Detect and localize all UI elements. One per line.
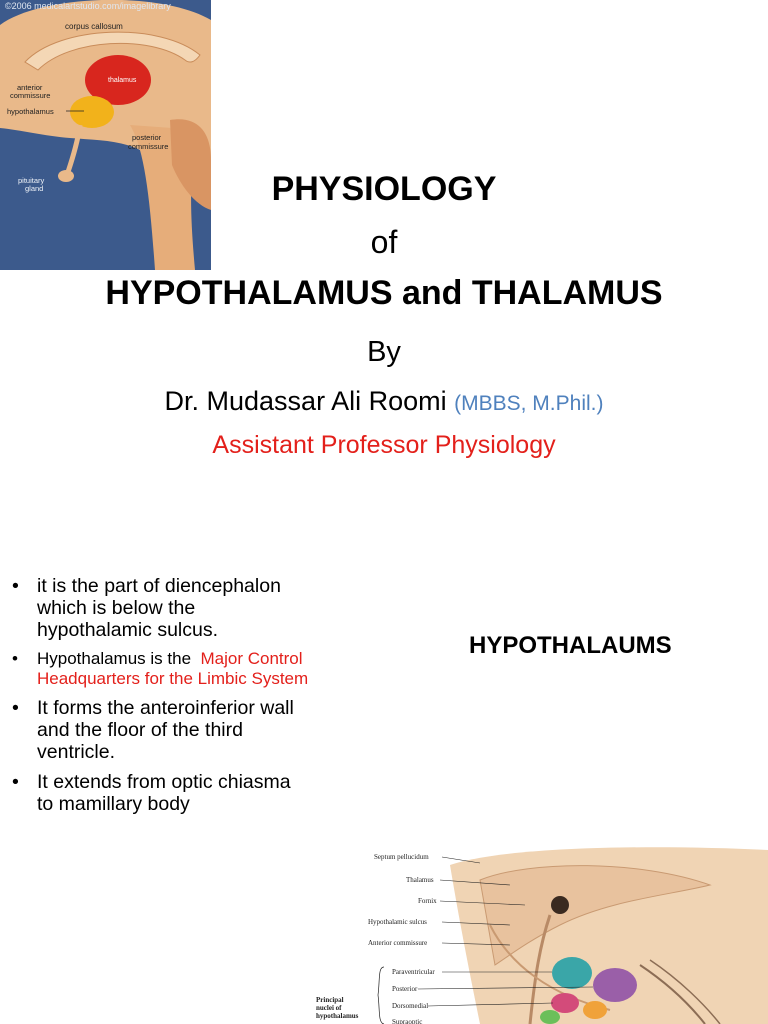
label-hypothalamus: hypothalamus	[7, 107, 54, 116]
label-sulcus: Hypothalamic sulcus	[368, 918, 427, 926]
title-of: of	[370, 224, 398, 260]
label-septum: Septum pellucidum	[374, 853, 429, 861]
content-slide	[0, 530, 768, 1024]
bullet-item: • it is the part of diencephalon which is below the hypothalamic sulcus.	[12, 575, 312, 641]
author-credentials: (MBBS, M.Phil.)	[454, 392, 604, 415]
label-principal-2: nuclei of	[316, 1004, 342, 1012]
title-main: HYPOTHALAMUS and THALAMUS	[105, 274, 663, 312]
label-corpus-callosum: corpus callosum	[65, 22, 123, 31]
label-paraventricular: Paraventricular	[392, 968, 435, 976]
bullet-item: • Hypothalamus is the Major Control Headquarters for the Limbic System	[12, 649, 312, 689]
by-text: By	[367, 336, 401, 368]
label-thalamus: thalamus	[108, 77, 137, 84]
label-thalamus-2: Thalamus	[406, 876, 434, 884]
label-posterior-1: posterior	[132, 133, 162, 142]
title-physiology: PHYSIOLOGY	[271, 170, 497, 208]
label-posterior: Posterior	[392, 985, 418, 993]
author-name: Dr. Mudassar Ali Roomi	[164, 386, 447, 416]
label-dorsomedial: Dorsomedial	[392, 1002, 429, 1010]
bullet-item: • It forms the anteroinferior wall and the floor of the third ventricle.	[12, 697, 312, 763]
label-fornix: Fornix	[418, 897, 437, 905]
author-role: Assistant Professor Physiology	[212, 431, 556, 459]
label-principal-1: Principal	[316, 996, 344, 1004]
label-anterior-2: commissure	[10, 91, 51, 100]
label-pituitary-2: gland	[25, 184, 44, 193]
label-supraoptic: Supraoptic	[392, 1018, 423, 1024]
label-anterior-1: anterior	[17, 83, 43, 92]
copyright-text: ©2006 medicalartstudio.com/imagelibrary	[5, 1, 171, 11]
hypothalamus-nuclei-diagram	[310, 845, 768, 1024]
bullet-item: • It extends from optic chiasma to mamillary body	[12, 771, 312, 815]
label-principal-3: hypothalamus	[316, 1012, 359, 1020]
section-heading: HYPOTHALAUMS	[469, 632, 672, 659]
label-pituitary-1: pituitary	[18, 176, 45, 185]
highlight-text: Major Control Headquarters for the Limbic System	[37, 649, 309, 688]
label-posterior-2: commissure	[128, 142, 169, 151]
label-ant-commissure: Anterior commissure	[368, 939, 428, 947]
author-line	[0, 386, 768, 417]
bullet-list	[12, 575, 312, 823]
